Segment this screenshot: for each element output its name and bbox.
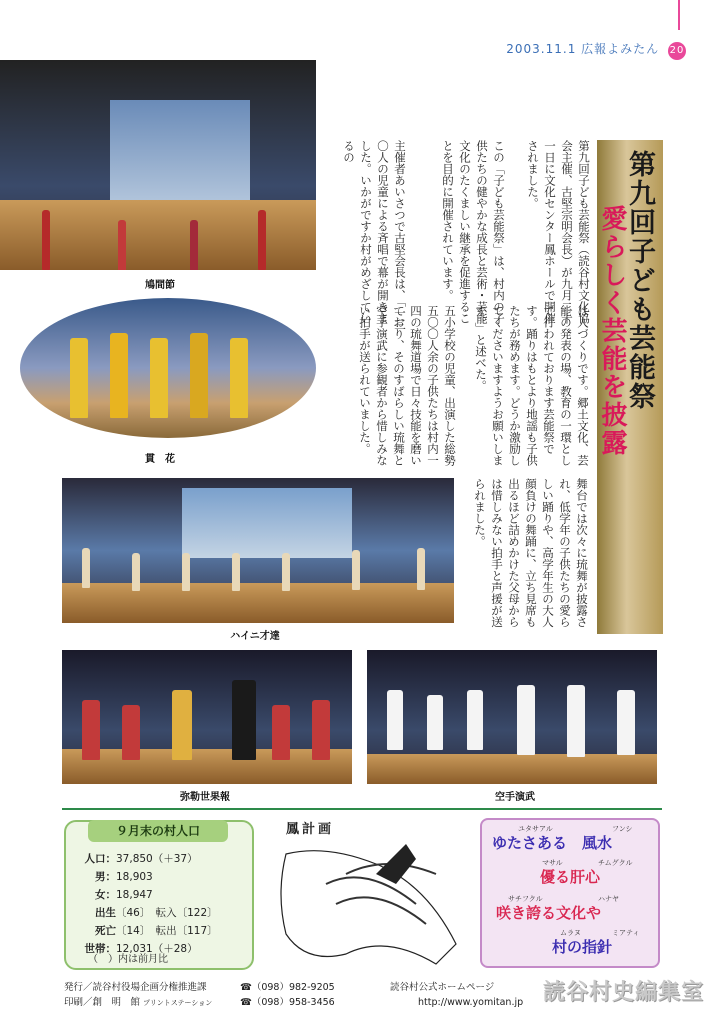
pop-row-female: 女：18,947 (95, 889, 153, 901)
motto-line2: 優る肝心 (540, 868, 601, 886)
article-col3: 主催者あいさつで古堅会長は、「一三〇人の児童による斉唱で幕が開きました。いかがですか村がめざしているの (342, 140, 407, 330)
population-note: （ ）内は前月比 (88, 954, 168, 965)
pop-row-deaths: 死亡〔14〕 転出〔117〕 (95, 925, 218, 937)
homepage-label: 読谷村公式ホームページ (390, 982, 495, 993)
map-title: 鳳計画 (286, 822, 335, 837)
ruby-1a: ユタサアル (518, 825, 553, 833)
caption-photo2: 貫 花 (145, 454, 175, 465)
phone-2: ☎（098）958-3456 (240, 997, 335, 1008)
village-motto-box (480, 818, 660, 968)
ruby-4a: ムラヌ (560, 929, 581, 937)
ruby-3a: サチフクル (508, 895, 543, 903)
caption-photo4: 弥勒世果報 (180, 792, 230, 803)
issue-date: 2003.11.1 (506, 42, 577, 56)
footer-homepage (390, 980, 523, 1010)
article-col5: 五小学校の児童、出演した総勢五〇〇人余の子供たちは村内一四の琉舞道場で日々技能を磨いており、そのすばらしい琉舞と空手演武に参観者から惜しみない拍手が送られていました。 (358, 305, 457, 466)
photo-hatoma-bushi (0, 60, 316, 270)
article-col4: は人づくりです。郷土文化、芸能の発表の場、教育の一環として行われております芸能祭です。踊りはもとより地謡も子供たちが務めます。どうか激励してくださいますようお願いします。」と述べた。 (474, 305, 590, 466)
phone-1: ☎（098）982-9205 (240, 982, 335, 993)
article-col6: 舞台では次々に琉舞が披露され、低学年の子供たちの愛らしい踊りや、高学年生の大人顔負けの舞踊に、立ち見席も出るほど詰めかけた父母からは惜しみない拍手と声援が送られました。 (473, 478, 589, 628)
ruby-2a: マサル (542, 859, 563, 867)
map-outline (266, 814, 470, 974)
photo-miruku-yugafu (62, 650, 352, 784)
photo-haini-taa (62, 478, 454, 623)
footer-phones (240, 980, 335, 1010)
ruby-4b: ミアティ (612, 929, 640, 937)
caption-photo5: 空手演武 (495, 792, 535, 803)
article-title: 第九回子ども芸能祭 (624, 150, 655, 411)
printer-sub-text: プリントステーション (143, 999, 213, 1007)
article-col1: 第九回子ども芸能祭（読谷村文化協会主催、古堅宗明会長）が九月二十一日に文化センター鳳ホールで開催されました。 (526, 140, 591, 324)
pop-row-households: 世帯：12,031（＋28） (84, 943, 198, 955)
watermark: 読谷村史編集室 (542, 980, 704, 1005)
page-top-rule (678, 0, 680, 30)
photo-karate-enbu (367, 650, 657, 784)
population-rows (84, 850, 218, 958)
phoenix-plan-map (266, 814, 470, 974)
homepage-link[interactable]: http://www.yomitan.jp (418, 997, 524, 1008)
footer-publisher (64, 980, 212, 1011)
article-col2: この「子ども芸能祭」は、村内の子供たちの健やかな成長と芸術・芸能文化のたくましい継承を促進することを目的に開催されています。 (441, 140, 506, 324)
population-box (64, 820, 254, 970)
caption-photo3: ハイニ才達 (230, 631, 280, 642)
page-number: 20 (668, 42, 686, 60)
ruby-3b: ハナヤ (598, 895, 619, 903)
motto-line4: 村の指針 (552, 938, 613, 956)
publication-name: 広報よみたん (581, 42, 660, 56)
pop-row-total: 人口：37,850（＋37） (84, 853, 198, 865)
page-header (506, 40, 686, 60)
pop-row-male: 男：18,903 (95, 871, 153, 883)
section-divider (62, 808, 662, 810)
population-title: ９月末の村人口 (88, 820, 228, 842)
motto-line3: 咲き誇る文化や (496, 904, 602, 922)
motto-line1: ゆたさある 風水 (492, 834, 613, 852)
article-subtitle: 愛らしく芸能を披露 (597, 205, 627, 457)
publisher-text: 発行／読谷村役場企画分権推進課 (64, 982, 207, 993)
caption-photo1: 鳩間節 (145, 280, 175, 291)
photo-nuchibana (20, 298, 316, 438)
printer-text: 印刷／創 明 館 (64, 997, 141, 1008)
ruby-1b: フンシ (612, 825, 633, 833)
ruby-2b: チムグクル (598, 859, 633, 867)
pop-row-births: 出生〔46〕 転入〔122〕 (95, 907, 218, 919)
